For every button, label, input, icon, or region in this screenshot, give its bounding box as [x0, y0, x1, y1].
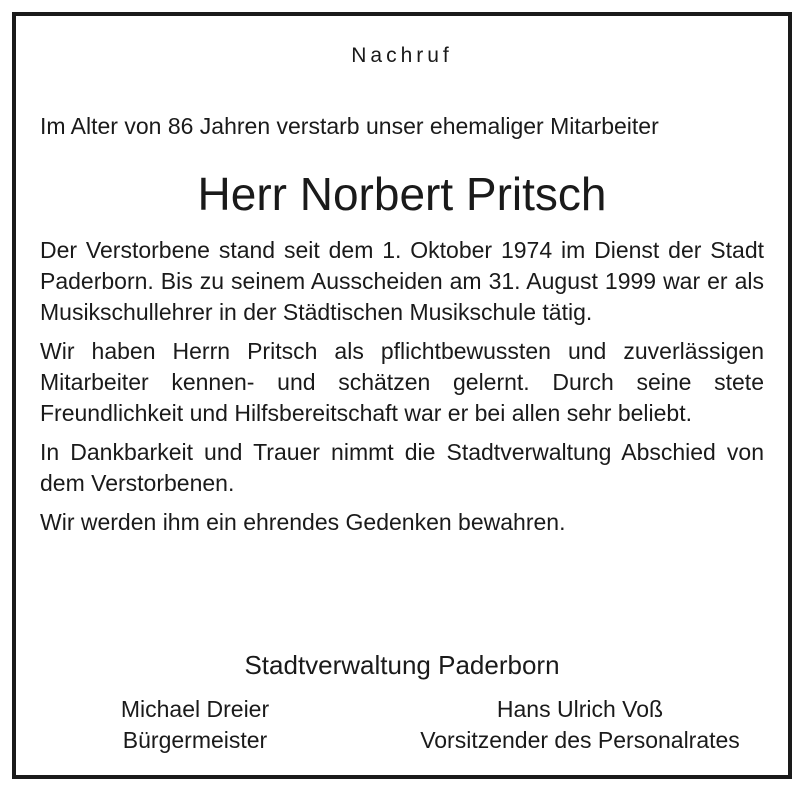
- signatory-role: Bürgermeister: [122, 727, 268, 753]
- paragraph-remembrance: Wir werden ihm ein ehrendes Gedenken bewahren.: [40, 509, 566, 535]
- notice-heading: Nachruf: [351, 44, 453, 67]
- obituary-frame: [12, 12, 792, 779]
- signatory-name: Hans Ulrich Voß: [496, 696, 664, 722]
- signatory-staff-council: [380, 694, 780, 756]
- paragraph-service: Der Verstorbene stand seit dem 1. Oktober 1974 im Dienst der Stadt Paderborn. Bis zu seinem Ausscheiden am 31. August 1999 war er als Musikschullehrer in der Städtischen Musikschule tätig.: [40, 237, 764, 325]
- signatory-mayor: [40, 694, 350, 756]
- obituary-body: [40, 235, 764, 546]
- intro-line: Im Alter von 86 Jahren verstarb unser ehemaliger Mitarbeiter: [40, 113, 659, 139]
- deceased-name: Herr Norbert Pritsch: [197, 168, 607, 220]
- organization-name: Stadtverwaltung Paderborn: [244, 650, 560, 680]
- signatory-role: Vorsitzender des Personalrates: [420, 727, 740, 753]
- paragraph-character: Wir haben Herrn Pritsch als pflichtbewussten und zuverlässigen Mitarbeiter kennen- und schätzen gelernt. Durch seine stete Freundlichkeit und Hilfsbereitschaft war er bei allen sehr beliebt.: [40, 338, 764, 426]
- paragraph-farewell: In Dankbarkeit und Trauer nimmt die Stadtverwaltung Abschied von dem Verstorbenen.: [40, 439, 764, 496]
- signatory-name: Michael Dreier: [120, 696, 270, 722]
